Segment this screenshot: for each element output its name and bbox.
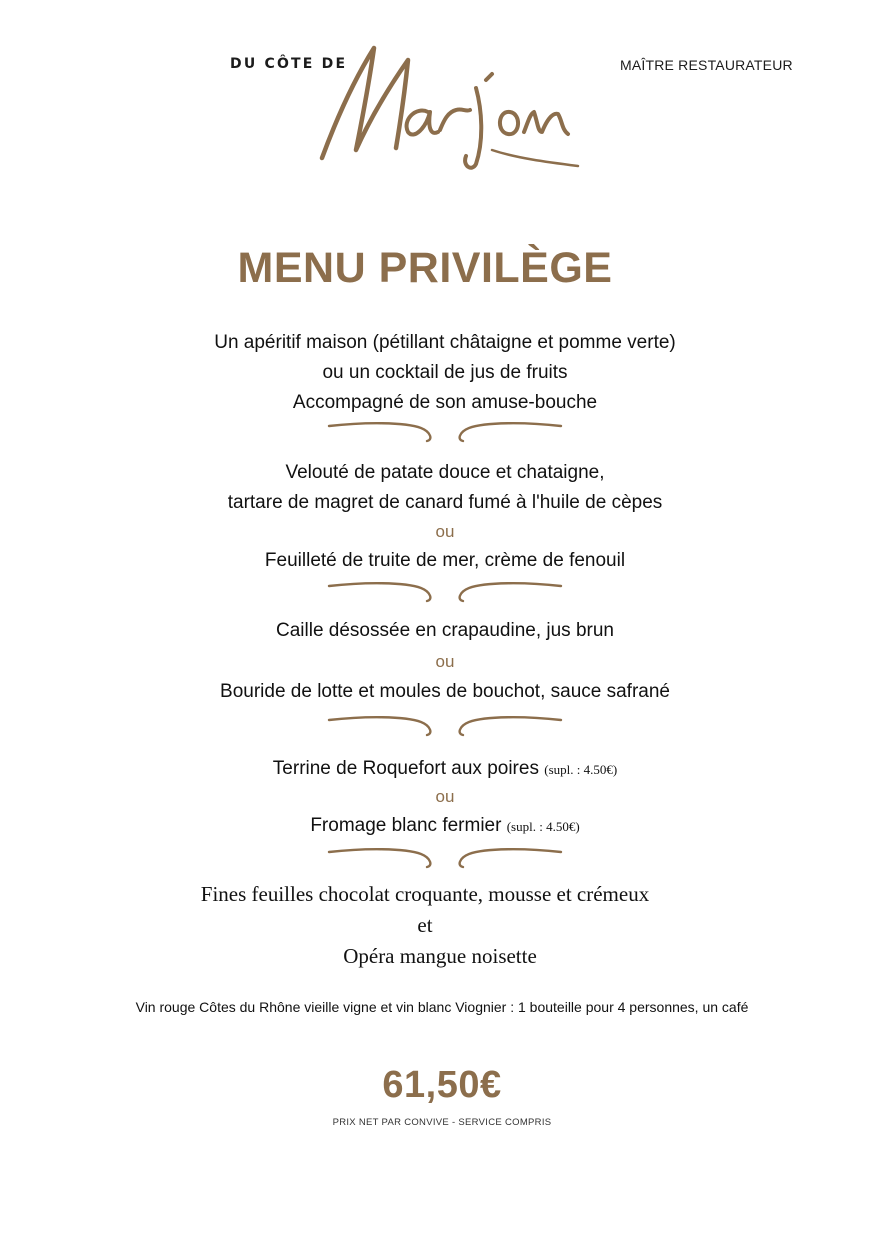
starter-option-1-line-1: Velouté de patate douce et chataigne,	[285, 462, 605, 483]
main-option-1: Caille désossée en crapaudine, jus brun	[276, 620, 614, 641]
wine-info: Vin rouge Côtes du Rhône vieille vigne et vin blanc Viognier : 1 bouteille pour 4 personnes, un café	[135, 999, 749, 1015]
dessert-separator: et	[417, 913, 433, 937]
dessert-option-1: Fines feuilles chocolat croquante, mousse et crémeux	[200, 882, 650, 906]
cheese-option-2-supplement: (supl. : 4.50€)	[506, 819, 580, 834]
cheese-option-1-label: Terrine de Roquefort aux poires	[272, 758, 539, 779]
maitre-restaurateur-label: MAÎTRE RESTAURATEUR	[620, 57, 793, 73]
starter-separator: ou	[435, 522, 455, 541]
aperitif-line-2: ou un cocktail de jus de fruits	[322, 362, 568, 383]
menu-title: MENU PRIVILÈGE	[237, 244, 613, 292]
flourish-divider-icon	[325, 714, 565, 738]
cheese-option-2-label: Fromage blanc fermier	[310, 815, 502, 836]
flourish-divider-icon	[325, 580, 565, 604]
main-option-2: Bouride de lotte et moules de bouchot, sauce safrané	[220, 681, 670, 702]
price-note: PRIX NET PAR CONVIVE - SERVICE COMPRIS	[332, 1117, 552, 1128]
menu-price: 61,50€	[382, 1064, 502, 1106]
flourish-divider-icon	[325, 420, 565, 444]
cheese-option-2	[0, 815, 890, 837]
aperitif-line-3: Accompagné de son amuse-bouche	[292, 392, 598, 413]
aperitif-line-1: Un apéritif maison (pétillant châtaigne et pomme verte)	[214, 332, 676, 353]
main-separator: ou	[435, 652, 455, 671]
brand-prefix: DU CÔTE DE	[230, 56, 348, 72]
marjon-signature-logo	[316, 40, 584, 172]
starter-option-2: Feuilleté de truite de mer, crème de fenouil	[264, 550, 626, 571]
starter-option-1-line-2: tartare de magret de canard fumé à l'huile de cèpes	[227, 492, 663, 513]
cheese-separator: ou	[435, 787, 455, 806]
cheese-option-1-supplement: (supl. : 4.50€)	[544, 762, 618, 777]
cheese-option-1	[0, 758, 890, 780]
dessert-option-2: Opéra mangue noisette	[343, 944, 537, 968]
flourish-divider-icon	[325, 846, 565, 870]
